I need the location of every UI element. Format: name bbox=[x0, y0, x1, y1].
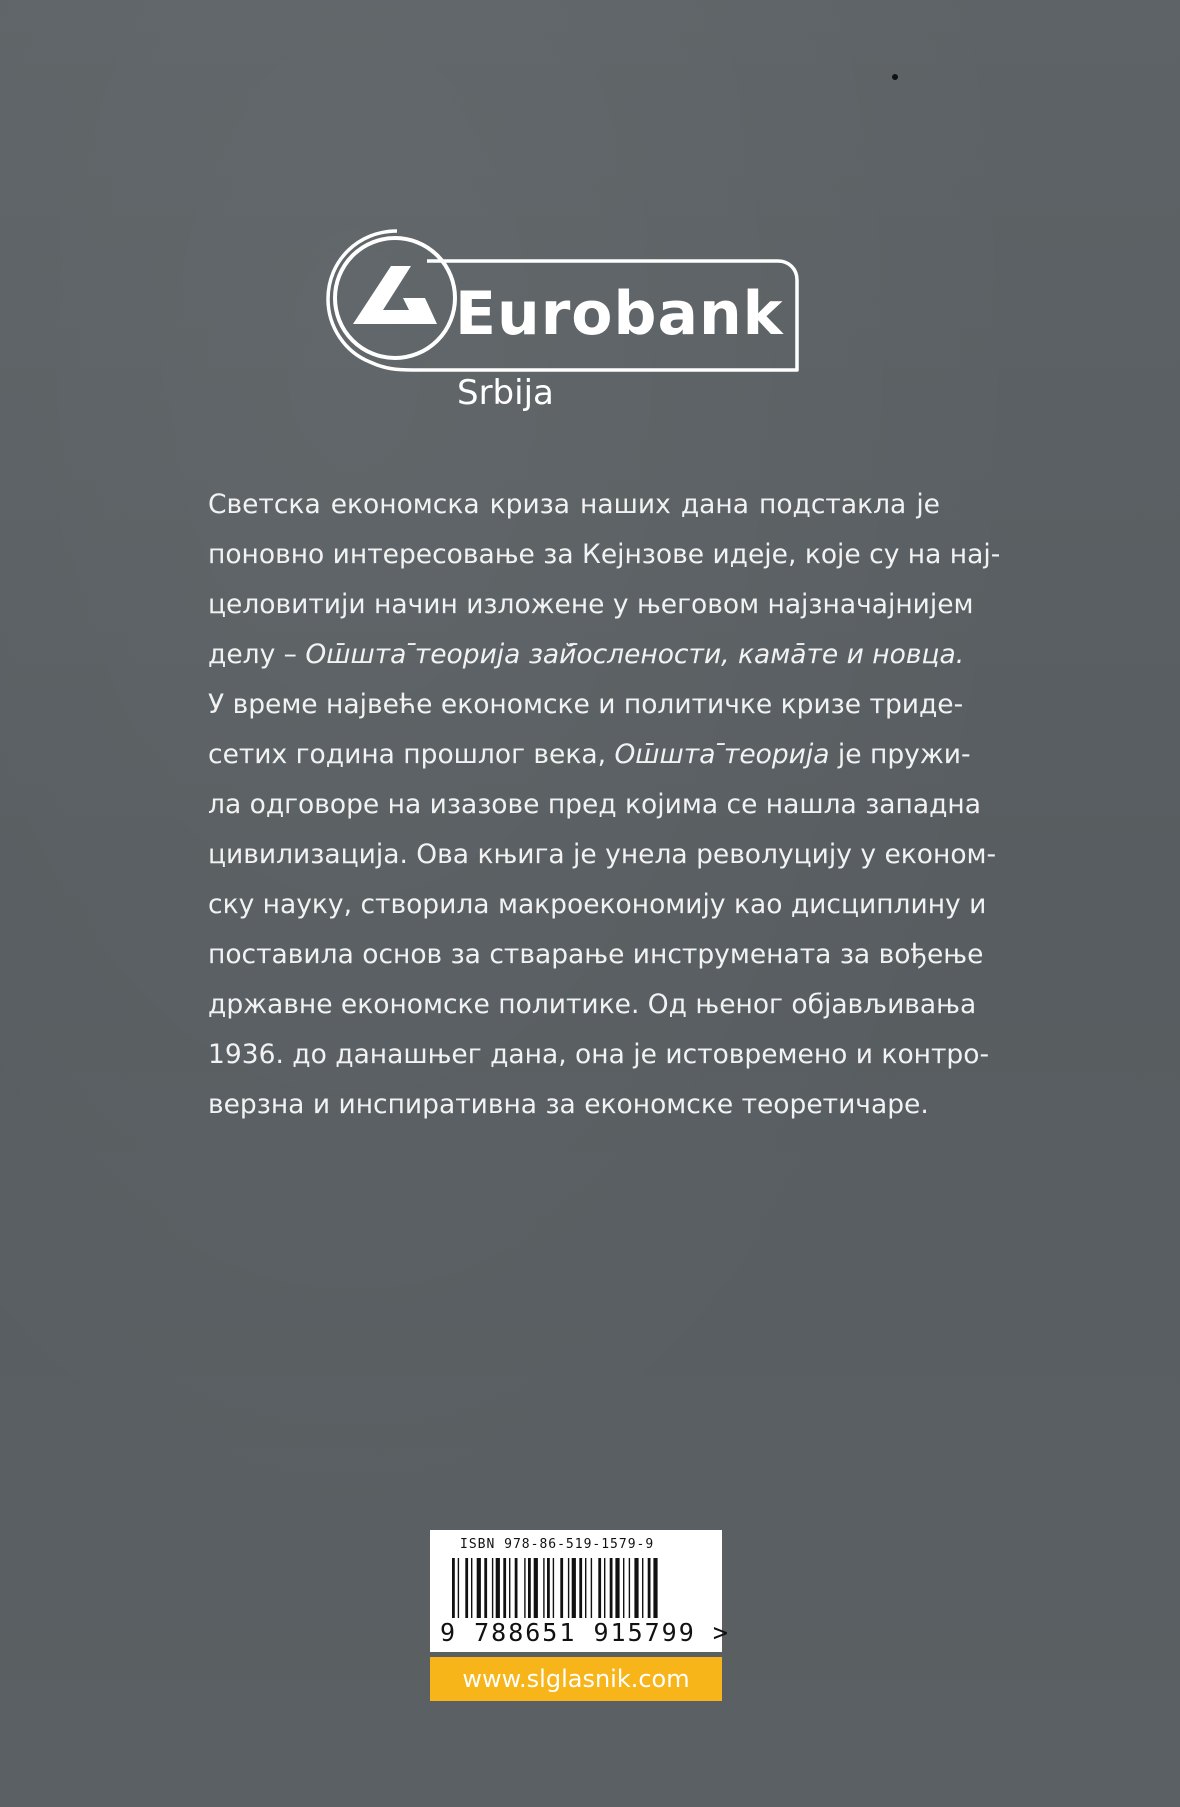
blurb-text: је пружи- bbox=[829, 739, 971, 770]
book-title-italic: Ош̄шта ̄теорија зай̄ослености, кама̄те и новца. bbox=[305, 639, 965, 670]
barcode-bar bbox=[598, 1558, 601, 1618]
blurb-line: целовитији начин изложене у његовом најзначајнијем bbox=[208, 589, 974, 620]
blurb-line: ла одговоре на изазове пред којима се нашла западна bbox=[208, 789, 981, 820]
barcode-bar bbox=[591, 1558, 592, 1618]
barcode-bar bbox=[610, 1558, 613, 1618]
publisher-url-banner bbox=[430, 1657, 722, 1701]
barcode-bar bbox=[515, 1558, 518, 1618]
blurb-line: Светска економска криза наших дана подстакла је bbox=[208, 489, 940, 520]
barcode-bar bbox=[465, 1558, 468, 1618]
blurb-line: 1936. до данашњег дана, она је истовремено и контро- bbox=[208, 1039, 990, 1070]
blurb-line: поставила основ за стварање инструмената за вођење bbox=[208, 939, 984, 970]
barcode-bar bbox=[634, 1558, 638, 1618]
barcode-bar bbox=[534, 1558, 538, 1618]
barcode-bar bbox=[560, 1558, 563, 1618]
blurb-text: делу – bbox=[208, 639, 306, 670]
print-speck bbox=[892, 74, 898, 80]
book-title-italic: Ош̄шта ̄теорија bbox=[614, 739, 830, 770]
blurb-text: сетих година прошлог века, bbox=[208, 739, 615, 770]
barcode-bar bbox=[477, 1558, 481, 1618]
barcode-bar bbox=[547, 1558, 550, 1618]
logo-country-name: Srbija bbox=[457, 373, 554, 413]
barcode-bar bbox=[579, 1558, 582, 1618]
barcode-bar bbox=[543, 1558, 544, 1618]
back-cover-blurb bbox=[208, 480, 1001, 1130]
barcode-bar bbox=[503, 1558, 506, 1618]
barcode-bar bbox=[484, 1558, 487, 1618]
blurb-line: цивилизација. Ова књига је унела револуцију у економ- bbox=[208, 839, 997, 870]
barcode-bar bbox=[604, 1558, 605, 1618]
barcode-bar bbox=[585, 1558, 586, 1618]
barcode-bar bbox=[648, 1558, 651, 1618]
barcode-bar bbox=[629, 1558, 630, 1618]
logo-brand-name: Eurobank bbox=[455, 279, 784, 349]
blurb-line: верзна и инспиративна за економске теоретичаре. bbox=[208, 1089, 929, 1120]
barcode-bar bbox=[623, 1558, 624, 1618]
barcode-bar bbox=[653, 1558, 657, 1618]
blurb-line: У време највеће економске и политичке кризе триде- bbox=[208, 689, 964, 720]
barcode-bar bbox=[471, 1558, 472, 1618]
barcode-bar bbox=[496, 1558, 500, 1618]
blurb-line: поновно интересовање за Кејнзове идеје, које су на нај- bbox=[208, 539, 1001, 570]
blurb-line: ску науку, створила макроекономију као дисциплину и bbox=[208, 889, 987, 920]
barcode-bar bbox=[568, 1558, 569, 1618]
isbn-number: ISBN 978-86-519-1579-9 bbox=[460, 1537, 655, 1552]
barcode-bars bbox=[452, 1558, 702, 1618]
barcode-bar bbox=[528, 1558, 531, 1618]
barcode-bar bbox=[524, 1558, 525, 1618]
barcode-bar bbox=[492, 1558, 493, 1618]
barcode-bar bbox=[615, 1558, 619, 1618]
isbn-barcode bbox=[430, 1530, 730, 1652]
barcode-bar bbox=[642, 1558, 643, 1618]
barcode-bar bbox=[572, 1558, 576, 1618]
barcode-bar bbox=[458, 1558, 459, 1618]
barcode-bar bbox=[452, 1558, 455, 1618]
publisher-url: www.slglasnik.com bbox=[462, 1665, 690, 1693]
blurb-line: државне економске политике. Од њеног објављивања bbox=[208, 989, 977, 1020]
barcode-bar bbox=[509, 1558, 510, 1618]
blurb-line bbox=[208, 730, 971, 780]
blurb-line bbox=[208, 630, 965, 680]
barcode-bar bbox=[553, 1558, 554, 1618]
eurobank-logo bbox=[325, 228, 805, 418]
ean-digits: 9 788651 915799 > bbox=[440, 1618, 730, 1647]
